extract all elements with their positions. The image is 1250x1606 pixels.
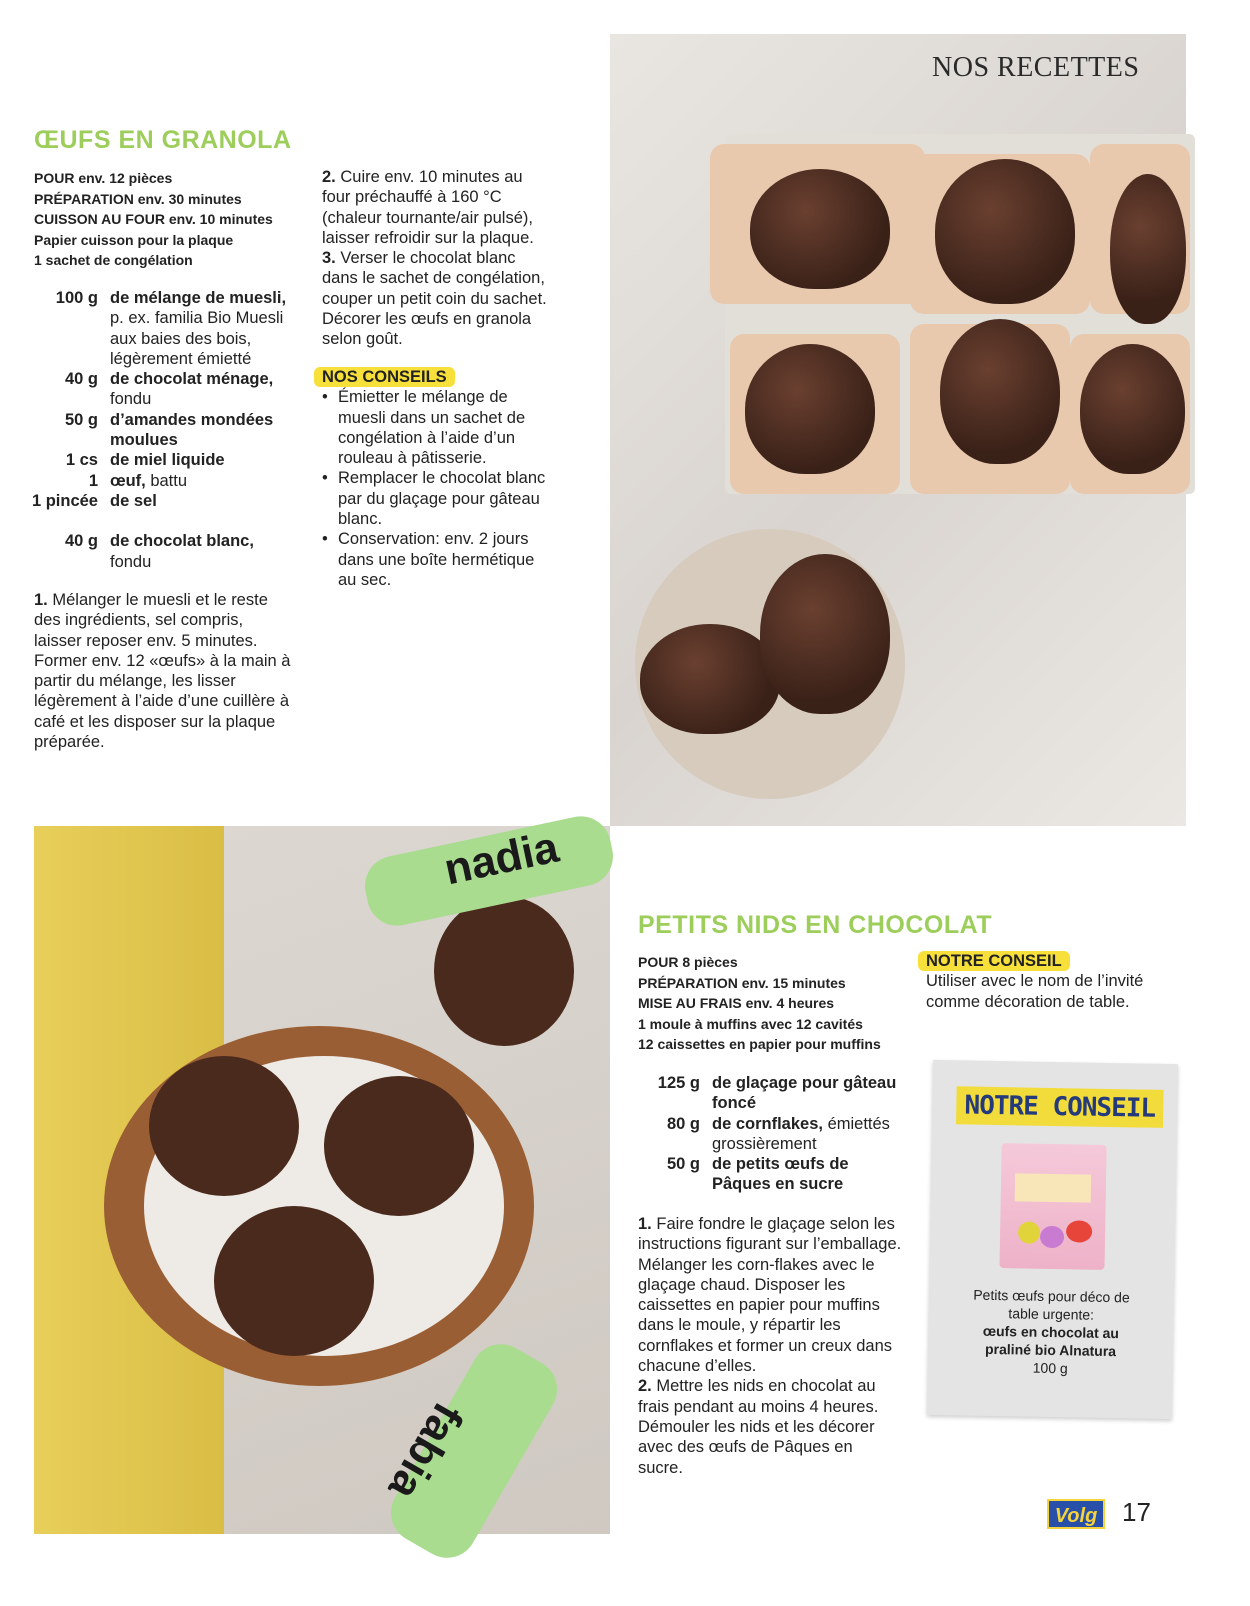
chill-time: MISE AU FRAIS env. 4 heures (638, 995, 835, 1011)
ingredient-qty: 1 pincée (31, 491, 98, 510)
recipe2-meta (638, 952, 881, 1055)
chocolate-nests-photo (34, 822, 610, 1534)
granola-eggs-photo (610, 34, 1186, 826)
promo-card (927, 1060, 1178, 1419)
tip-heading: NOTRE CONSEIL (918, 951, 1070, 971)
ingredient: d’amandes mondées moulues (110, 410, 274, 450)
promo-product: œufs en chocolat au praliné bio Alnatura (982, 1322, 1120, 1360)
tips-heading: NOS CONSEILS (314, 367, 455, 387)
ingredient: de chocolat ménage, fondu (110, 370, 274, 409)
equipment: 1 sachet de congélation (34, 252, 193, 268)
name-tag-fabia: fabia (378, 1394, 473, 1508)
ingredient-qty: 1 (88, 471, 98, 490)
recipe2-step-1: 1. Faire fondre le glaçage selon les instructions figurant sur l’emballage. Mélanger les corn-flakes avec le glaçage chaud. Disposer les caissettes en papier pour muffins dans le moule, y répartir les cornflakes et former un creux dans chacune d’elles. (638, 1215, 902, 1376)
ingredient: de glaçage pour gâteau foncé (712, 1074, 897, 1113)
ingredient-qty: 100 g (55, 289, 98, 307)
recipe1-step-3: 3. Verser le chocolat blanc dans le sachet de congélation, couper un petit coin du sachet. Décorer les œufs en granola selon goût. (322, 249, 547, 349)
ingredient-qty: 50 g (64, 410, 98, 429)
recipe1-title: ŒUFS EN GRANOLA (34, 126, 292, 154)
prep-time: PRÉPARATION env. 30 minutes (34, 190, 242, 207)
ingredient-qty: 80 g (666, 1114, 700, 1133)
servings: POUR env. 12 pièces (34, 170, 173, 186)
recipe1-step-1: 1. Mélanger le muesli et le reste des ingrédients, sel compris, laisser reposer env. 5 minutes. Former env. 12 «œufs» à la main à partir du mélange, les lisser légèrement à l’aide d’une cuillère à café et les disposer sur la plaque préparée. (34, 591, 291, 752)
tip-item: • Émietter le mélange de muesli dans un sachet de congélation à l’aide d’un rouleau à pâtisserie. (320, 387, 554, 468)
recipe2-tip (918, 951, 1158, 1012)
recipe1-step-2: 2. Cuire env. 10 minutes au four préchauffé à 160 °C (chaleur tournante/air pulsé), laisser refroidir sur la plaque. (322, 168, 534, 247)
ingredient-qty: 1 cs (65, 451, 98, 470)
equipment: Papier cuisson pour la plaque (34, 231, 234, 248)
ingredient-qty: 40 g (64, 532, 98, 551)
recipe2-steps (638, 1214, 902, 1478)
equipment: 12 caissettes en papier pour muffins (638, 1036, 881, 1052)
volg-logo: Volg (1047, 1499, 1105, 1529)
recipe2-step-2: 2. Mettre les nids en chocolat au frais pendant au moins 4 heures. Démouler les nids et les décorer avec des œufs de Pâques en sucre. (638, 1377, 879, 1477)
ingredient: de sel (110, 491, 157, 510)
page-number: 17 (1122, 1497, 1151, 1527)
ingredient: de mélange de muesli, p. ex. familia Bio Muesli aux baies des bois, légèrement émietté (110, 289, 287, 368)
recipe1-steps-2-3 (322, 167, 554, 350)
tip-item: • Conservation: env. 2 jours dans une boîte hermétique au sec. (320, 529, 554, 590)
ingredient-qty: 40 g (64, 370, 98, 389)
promo-title: NOTRE CONSEIL (956, 1086, 1164, 1128)
servings: POUR 8 pièces (638, 954, 738, 970)
equipment: 1 moule à muffins avec 12 cavités (638, 1015, 863, 1032)
promo-weight: 100 g (1032, 1359, 1068, 1377)
section-title: NOS RECETTES (932, 52, 1140, 83)
recipe1-meta (34, 168, 273, 271)
name-tag-nadia: nadia (440, 822, 563, 895)
ingredient: de cornflakes, émiettés grossièrement (712, 1114, 890, 1153)
recipe1-tips (314, 367, 554, 590)
ingredient: de chocolat blanc, fondu (110, 532, 254, 571)
ingredient: de petits œufs de Pâques en sucre (712, 1155, 849, 1194)
prep-time: PRÉPARATION env. 15 minutes (638, 974, 846, 991)
ingredient-qty: 50 g (666, 1155, 700, 1174)
tip-item: • Remplacer le chocolat blanc par du glaçage pour gâteau blanc. (320, 468, 554, 529)
recipe2-title: PETITS NIDS EN CHOCOLAT (638, 911, 993, 939)
bake-time: CUISSON AU FOUR env. 10 minutes (34, 211, 273, 227)
ingredient-qty: 125 g (657, 1074, 700, 1092)
recipe2-ingredients (614, 1073, 904, 1195)
tip-text: Utiliser avec le nom de l’invité comme décoration de table. (926, 972, 1144, 1011)
promo-text: Petits œufs pour déco de table urgente: (973, 1286, 1130, 1323)
ingredient: œuf, battu (110, 471, 188, 490)
ingredient: de miel liquide (110, 451, 225, 470)
recipe1-ingredients (24, 288, 296, 572)
product-image (999, 1143, 1106, 1270)
